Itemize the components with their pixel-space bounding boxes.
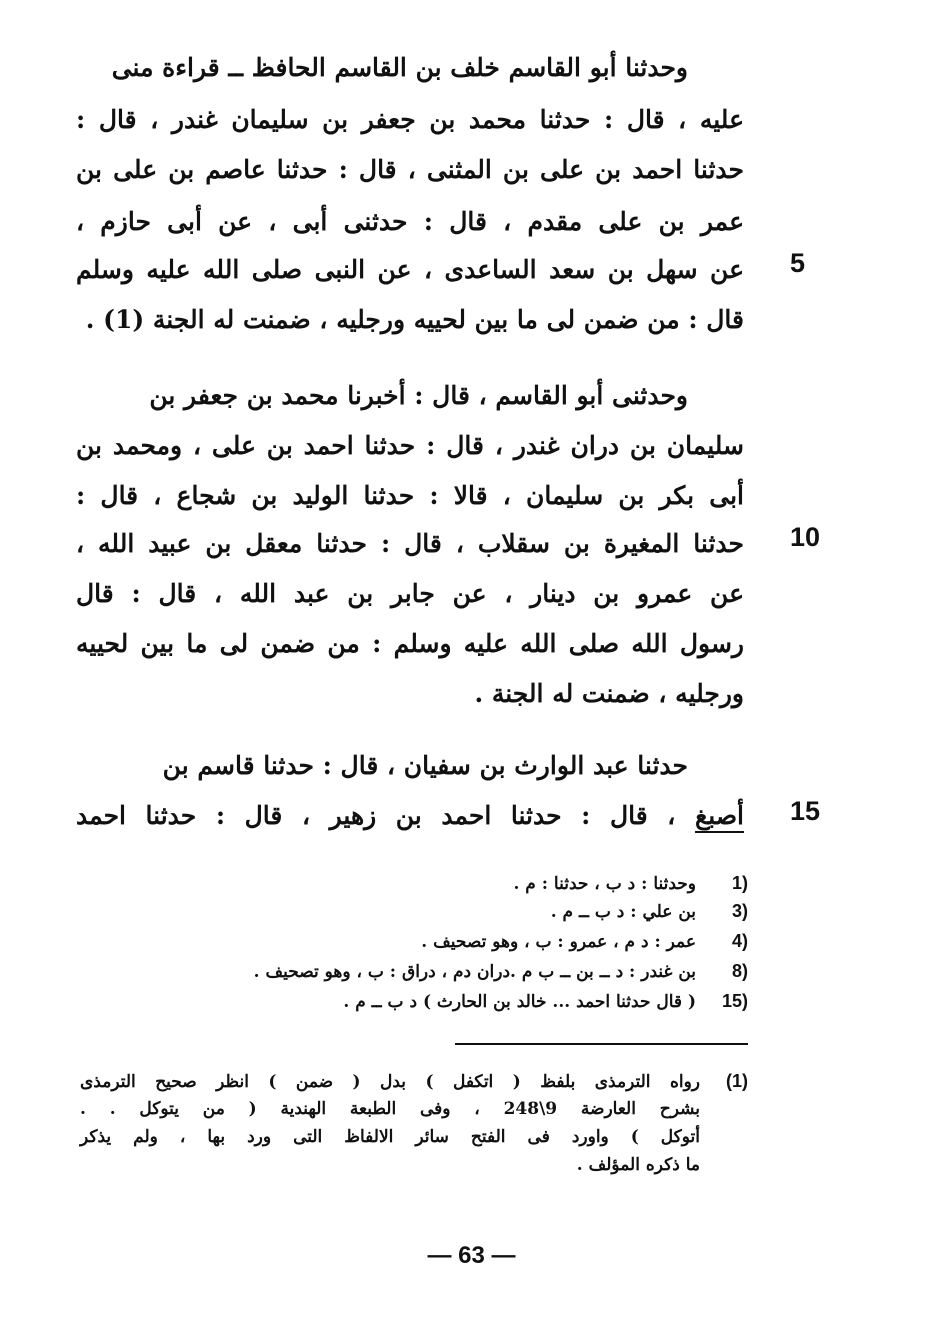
variant-ref: 8) bbox=[731, 961, 748, 981]
underlined-word: أصبغ bbox=[695, 801, 744, 833]
variant-item bbox=[80, 986, 748, 1016]
text-line: ورجليه ، ضمنت له الجنة . bbox=[474, 679, 744, 708]
text-line: عن عمرو بن دينار ، عن جابر بن عبد الله ، قال : قال bbox=[76, 579, 744, 608]
footnote-ref: (1) bbox=[725, 1071, 748, 1091]
variant-item bbox=[80, 896, 748, 926]
variant-ref: 1) bbox=[731, 873, 748, 893]
footnote-line: ما ذكره المؤلف . bbox=[576, 1155, 700, 1175]
variant-text: وحدثنا : د ب ، حدثنا : م . bbox=[513, 874, 696, 894]
variant-text: ( قال حدثنا احمد ... خالد بن الحارث ) د ب ــ م . bbox=[343, 992, 696, 1012]
text-line: وحدثنا أبو القاسم خلف بن القاسم الحافظ ــ قراءة منى bbox=[111, 53, 688, 82]
variant-item bbox=[80, 956, 748, 986]
variant-ref: 3) bbox=[731, 901, 748, 921]
text-line: وحدثنى أبو القاسم ، قال : أخبرنا محمد بن جعفر بن bbox=[149, 381, 688, 410]
footnote-divider bbox=[455, 1043, 748, 1045]
variant-text: بن غندر : د ــ بن ــ ب م .دران دم ، دراق : ب ، وهو تصحيف . bbox=[253, 962, 696, 982]
text-line: حدثنا عبد الوارث بن سفيان ، قال : حدثنا قاسم بن bbox=[162, 751, 688, 780]
text-line: حدثنا المغيرة بن سقلاب ، قال : حدثنا معقل بن عبيد الله ، bbox=[76, 529, 744, 558]
variant-text: بن علي : د ب ــ م . bbox=[550, 902, 696, 922]
variant-ref: 4) bbox=[731, 931, 748, 951]
text-line bbox=[76, 796, 744, 838]
line-number: 15 bbox=[790, 796, 821, 826]
footnote-line: أتوكل ) واورد فى الفتح سائر الالفاظ التى ورد بها ، ولم يذكر bbox=[80, 1127, 700, 1147]
footnote-line: بشرح العارضة 9\248 ، وفى الطبعة الهندية ( من يتوكل . . bbox=[80, 1099, 700, 1119]
text-line: قال : من ضمن لى ما بين لحييه ورجليه ، ضمنت له الجنة (1) . bbox=[85, 305, 744, 334]
text-line: عليه ، قال : حدثنا محمد بن جعفر بن سليمان غندر ، قال : bbox=[76, 105, 744, 134]
text-line: حدثنا احمد بن على بن المثنى ، قال : حدثنا عاصم بن على بن bbox=[76, 155, 744, 184]
text-line: عمر بن على مقدم ، قال : حدثنى أبى ، عن أبى حازم ، bbox=[76, 207, 744, 236]
text-line: عن سهل بن سعد الساعدى ، عن النبى صلى الله عليه وسلم bbox=[76, 255, 744, 284]
variant-item bbox=[80, 868, 748, 898]
variant-ref: 15) bbox=[721, 991, 748, 1011]
variant-text: عمر : د م ، عمرو : ب ، وهو تصحيف . bbox=[421, 932, 696, 952]
text-line: أبى بكر بن سليمان ، قالا : حدثنا الوليد بن شجاع ، قال : bbox=[76, 481, 744, 510]
text-line: سليمان بن دران غندر ، قال : حدثنا احمد بن على ، ومحمد بن bbox=[76, 431, 744, 460]
line-number: 10 bbox=[790, 522, 821, 552]
page-number: — 63 — bbox=[427, 1242, 516, 1269]
text-fragment: ، قال : حدثنا احمد بن زهير ، قال : حدثنا احمد bbox=[76, 801, 676, 830]
variant-item bbox=[80, 926, 748, 956]
footnote-text: رواه الترمذى بلفظ ( اتكفل ) بدل ( ضمن ) انظر صحيح الترمذى bbox=[80, 1072, 700, 1092]
text-line: رسول الله صلى الله عليه وسلم : من ضمن لى ما بين لحييه bbox=[76, 629, 744, 658]
footnote-line bbox=[80, 1068, 748, 1096]
line-number: 5 bbox=[790, 248, 806, 278]
